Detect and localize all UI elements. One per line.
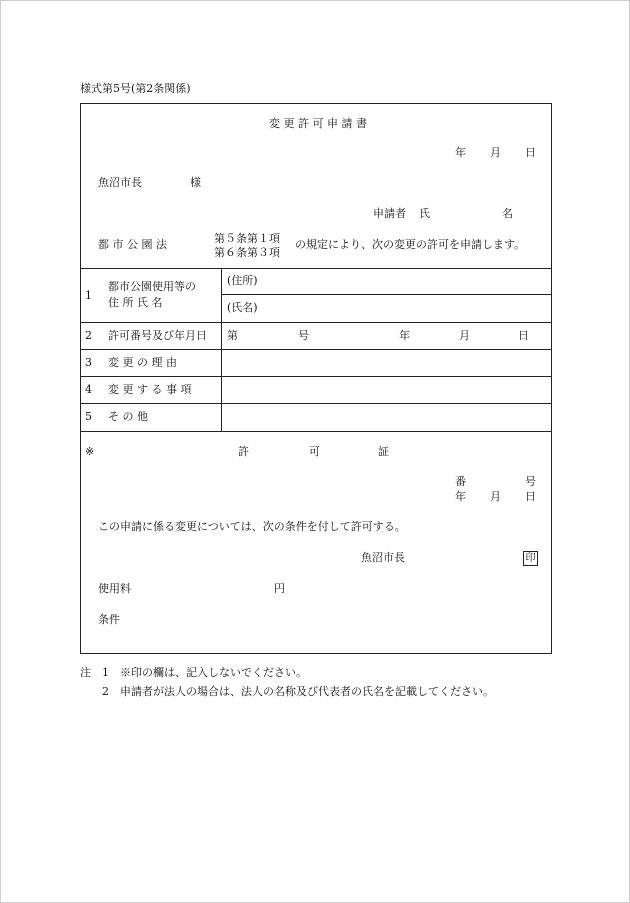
certificate-day-label: 日 <box>525 490 536 503</box>
row4-label: 変 更 す る 事 項 <box>108 383 192 396</box>
permit-title-char: 許 <box>238 445 249 458</box>
date-day-label: 日 <box>525 146 536 159</box>
note-text: ※印の欄は、記入しないでください。 <box>120 666 307 679</box>
applicant-label: 申請者 <box>373 207 406 220</box>
row5-label: そ の 他 <box>108 410 148 423</box>
certificate-number-suffix: 号 <box>525 475 536 488</box>
row-rule <box>81 376 551 377</box>
row-number: 2 <box>85 329 92 342</box>
office-use-mark: ※ <box>85 445 95 458</box>
article-1: 第５条第１項 <box>214 232 280 245</box>
row-number: 3 <box>85 356 92 369</box>
date-year-label: 年 <box>455 146 466 159</box>
article-2: 第６条第３項 <box>214 246 280 259</box>
fee-label: 使用料 <box>98 582 131 595</box>
row2-label: 許可番号及び年月日 <box>108 329 207 342</box>
seal-stamp: 印 <box>523 551 538 566</box>
row-rule <box>81 322 551 323</box>
permit-title-char: 可 <box>309 445 320 458</box>
note-number: 2 <box>102 685 109 698</box>
permit-title-char: 証 <box>378 445 389 458</box>
addressee-honorific: 様 <box>190 176 201 189</box>
row1-label-line1: 都市公園使用等の <box>108 280 196 293</box>
conditions-label: 条件 <box>98 613 120 626</box>
row-number: 1 <box>85 289 92 302</box>
form-number-label: 様式第5号(第2条関係) <box>80 82 191 95</box>
date-month-label: 月 <box>490 146 501 159</box>
row1-inner-rule <box>221 294 551 295</box>
addressee-name: 魚沼市長 <box>98 176 142 189</box>
note-number: 1 <box>102 666 109 679</box>
permit-number-prefix: 第 <box>227 329 238 342</box>
form-title: 変 更 許 可 申 請 書 <box>269 117 367 130</box>
permit-month-label: 月 <box>459 329 470 342</box>
fee-unit: 円 <box>274 582 285 595</box>
row-rule <box>81 403 551 404</box>
row-number: 4 <box>85 383 92 396</box>
permit-day-label: 日 <box>518 329 529 342</box>
applicant-mei: 名 <box>502 207 513 220</box>
law-text: の規定により、次の変更の許可を申請します。 <box>295 238 526 251</box>
name-field-label: (氏名) <box>227 301 258 314</box>
table-top-rule <box>81 268 551 269</box>
permit-statement: この申請に係る変更については、次の条件を付して許可する。 <box>98 520 406 533</box>
note-text: 申請者が法人の場合は、法人の名称及び代表者の氏名を記載してください。 <box>120 685 494 698</box>
certificate-number-label: 番 <box>455 475 466 488</box>
address-field-label: (住所) <box>227 274 258 287</box>
row3-label: 変 更 の 理 由 <box>108 356 177 369</box>
applicant-shi: 氏 <box>419 207 430 220</box>
law-name: 都 市 公 園 法 <box>98 238 167 251</box>
row-rule <box>81 349 551 350</box>
issuer-name: 魚沼市長 <box>361 551 405 564</box>
application-form <box>80 103 552 654</box>
certificate-month-label: 月 <box>490 490 501 503</box>
table-bottom-rule <box>81 431 551 432</box>
notes-prefix: 注 <box>80 666 91 679</box>
permit-number-suffix: 号 <box>298 329 309 342</box>
row1-label-line2: 住 所 氏 名 <box>108 296 163 309</box>
row-number: 5 <box>85 410 92 423</box>
table-column-divider <box>221 268 222 431</box>
permit-year-label: 年 <box>399 329 410 342</box>
certificate-year-label: 年 <box>455 490 466 503</box>
